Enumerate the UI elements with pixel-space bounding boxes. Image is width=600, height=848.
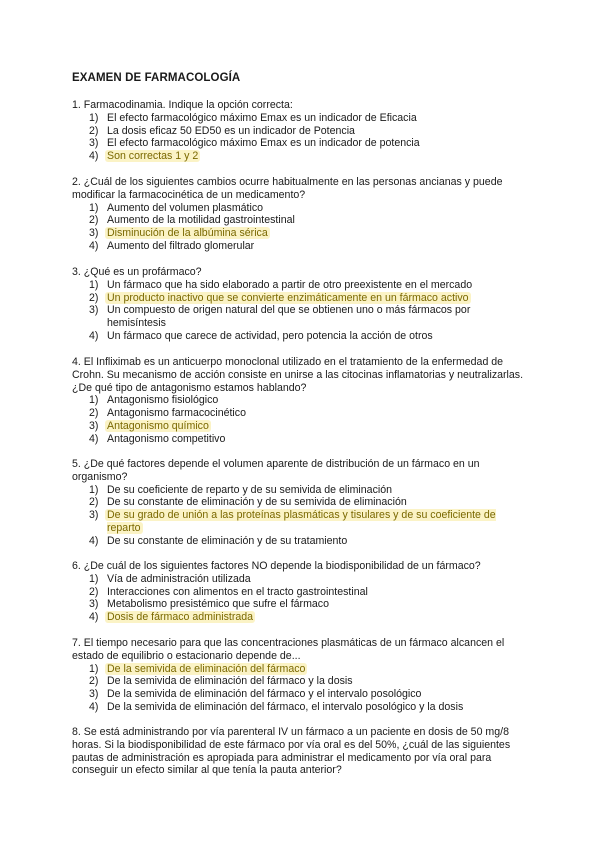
option [72, 598, 532, 611]
option-number: 1) [89, 201, 99, 214]
options-list [72, 663, 532, 714]
option [72, 701, 532, 714]
option-number: 4) [89, 150, 99, 163]
highlighted-answer-text: De la semivida de eliminación del fármaco [107, 662, 306, 675]
option-text: De su coeficiente de reparto y de su semivida de eliminación [107, 483, 393, 496]
option [72, 330, 532, 343]
option-number: 1) [89, 111, 99, 124]
exam-title: EXAMEN DE FARMACOLOGÍA [72, 72, 241, 84]
option-number: 2) [89, 675, 99, 688]
question-6 [72, 560, 532, 624]
option-text: Vía de administración utilizada [107, 572, 251, 585]
option-text: Aumento del volumen plasmático [107, 201, 264, 214]
correct-option [72, 420, 532, 433]
option-number: 2) [89, 585, 99, 598]
option-number: 2) [89, 214, 99, 227]
correct-option [72, 663, 532, 676]
option-text: El efecto farmacológico máximo Emax es un indicador de potencia [107, 137, 420, 150]
options-list [72, 202, 532, 253]
highlighted-answer-text: De su grado de unión a las proteínas plasmáticas y tisulares y de su coeficiente de reparto [107, 509, 496, 534]
option-text: Antagonismo fisiológico [107, 394, 219, 407]
option-text: De su constante de eliminación y de su semivida de eliminación [107, 496, 407, 509]
option-text: Un fármaco que carece de actividad, pero potencia la acción de otros [107, 329, 433, 342]
options-list [72, 279, 532, 343]
question-stem: 8. Se está administrando por vía parenteral IV un fármaco a un paciente en dosis de 50 mg/8 horas. Si la biodisponibilidad de este fármaco por vía oral es del 50%, ¿cuál de las siguientes pautas de administración es apropiada para administrar el medicamento por vía oral para conseguir un efecto similar al que tenía la pauta anterior? [72, 726, 511, 777]
correct-option [72, 509, 532, 535]
option-number: 2) [89, 496, 99, 509]
option [72, 586, 532, 599]
option-number: 3) [89, 304, 99, 317]
option [72, 125, 532, 138]
question-stem: 1. Farmacodinamia. Indique la opción correcta: [72, 99, 293, 111]
option-text: Aumento del filtrado glomerular [107, 239, 255, 252]
option [72, 112, 532, 125]
question-2 [72, 176, 532, 253]
question-stem: 2. ¿Cuál de los siguientes cambios ocurre habitualmente en las personas ancianas y puede modificar la farmacocinética de un medicamento? [72, 176, 503, 201]
question-stem: 6. ¿De cuál de los siguientes factores NO depende la biodisponibilidad de un fármaco? [72, 560, 481, 572]
option [72, 304, 532, 330]
option-text: El efecto farmacológico máximo Emax es un indicador de Eficacia [107, 111, 417, 124]
correct-option [72, 292, 532, 305]
option [72, 484, 532, 497]
question-stem: 4. El Infliximab es un anticuerpo monoclonal utilizado en el tratamiento de la enfermedad de Crohn. Su mecanismo de acción consiste en unirse a las citocinas inflamatorias y neutralizarlas. ¿De qué tipo de antagonismo estamos hablando? [72, 356, 524, 394]
option [72, 688, 532, 701]
question-stem: 5. ¿De qué factores depende el volumen aparente de distribución de un fármaco en un organismo? [72, 458, 480, 483]
question-4 [72, 356, 532, 446]
option [72, 240, 532, 253]
option-number: 2) [89, 291, 99, 304]
question-8 [72, 726, 532, 777]
option [72, 675, 532, 688]
question-3 [72, 266, 532, 343]
option-number: 1) [89, 483, 99, 496]
option-number: 3) [89, 688, 99, 701]
option-number: 4) [89, 611, 99, 624]
option-number: 2) [89, 124, 99, 137]
option [72, 214, 532, 227]
option-text: La dosis eficaz 50 ED50 es un indicador de Potencia [107, 124, 355, 137]
option-number: 3) [89, 137, 99, 150]
highlighted-answer-text: Disminución de la albúmina sérica [107, 227, 268, 240]
option-number: 3) [89, 509, 99, 522]
options-list [72, 484, 532, 548]
option-text: De la semivida de eliminación del fármaco y la dosis [107, 675, 353, 688]
option-number: 3) [89, 227, 99, 240]
option-text: Aumento de la motilidad gastrointestinal [107, 214, 295, 227]
highlighted-answer-text: Un producto inactivo que se convierte enzimáticamente en un fármaco activo [107, 291, 469, 304]
option-text: De la semivida de eliminación del fármaco y el intervalo posológico [107, 688, 422, 701]
option-number: 1) [89, 572, 99, 585]
highlighted-answer-text: Antagonismo químico [107, 419, 209, 432]
options-list [72, 112, 532, 163]
option-text: Interacciones con alimentos en el tracto gastrointestinal [107, 585, 368, 598]
question-5 [72, 458, 532, 548]
question-stem: 3. ¿Qué es un profármaco? [72, 266, 202, 278]
option [72, 433, 532, 446]
option [72, 573, 532, 586]
option-number: 3) [89, 598, 99, 611]
option-number: 4) [89, 239, 99, 252]
option [72, 496, 532, 509]
question-7 [72, 637, 532, 714]
options-list [72, 573, 532, 624]
option [72, 202, 532, 215]
highlighted-answer-text: Dosis de fármaco administrada [107, 611, 254, 624]
correct-option [72, 611, 532, 624]
option [72, 137, 532, 150]
correct-option [72, 227, 532, 240]
question-1 [72, 99, 532, 163]
option-number: 1) [89, 278, 99, 291]
option-text: Un compuesto de origen natural del que se obtienen uno o más fármacos por hemisíntesis [107, 304, 471, 330]
option-text: Un fármaco que ha sido elaborado a partir de otro preexistente en el mercado [107, 278, 473, 291]
highlighted-answer-text: Son correctas 1 y 2 [107, 150, 199, 163]
option-number: 3) [89, 419, 99, 432]
option-text: Antagonismo farmacocinético [107, 407, 246, 420]
option-number: 1) [89, 394, 99, 407]
option-number: 4) [89, 432, 99, 445]
option-text: Metabolismo presistémico que sufre el fármaco [107, 598, 329, 611]
option [72, 407, 532, 420]
option-text: De la semivida de eliminación del fármaco, el intervalo posológico y la dosis [107, 700, 464, 713]
option [72, 279, 532, 292]
correct-option [72, 150, 532, 163]
option-number: 4) [89, 700, 99, 713]
option-text: Antagonismo competitivo [107, 432, 226, 445]
option [72, 394, 532, 407]
option-number: 4) [89, 534, 99, 547]
option-number: 4) [89, 329, 99, 342]
option [72, 535, 532, 548]
question-stem: 7. El tiempo necesario para que las concentraciones plasmáticas de un fármaco alcancen el estado de equilibrio o estacionario depende de... [72, 637, 505, 662]
option-text: De su constante de eliminación y de su tratamiento [107, 534, 348, 547]
option-number: 2) [89, 407, 99, 420]
option-number: 1) [89, 662, 99, 675]
options-list [72, 394, 532, 445]
